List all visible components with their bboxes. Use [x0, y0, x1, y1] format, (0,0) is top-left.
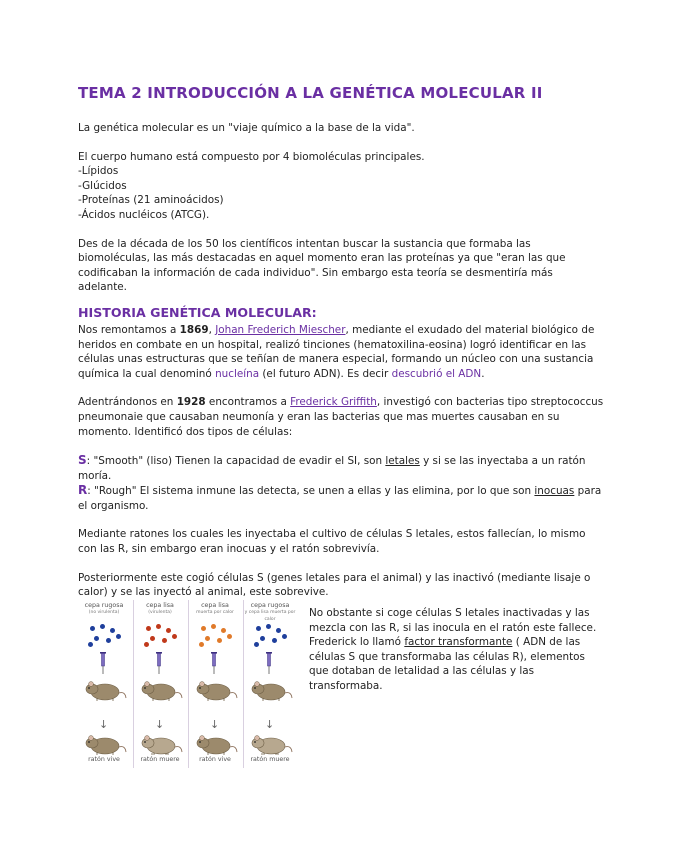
bacterium-dot	[266, 624, 271, 629]
syringe-icon	[156, 652, 162, 674]
griffith-name: Frederick Griffith	[290, 396, 377, 409]
strain-label	[189, 602, 241, 616]
strain-description: (no virulenta)	[88, 610, 120, 615]
bacterium-dot	[227, 634, 232, 639]
down-arrow-icon: ↓	[265, 718, 275, 731]
bacterium-dot	[88, 642, 93, 647]
miescher-name: Johan Frederich Miescher	[215, 323, 346, 336]
discovered-dna: descubrió el ADN	[391, 367, 482, 380]
mice-paragraph: Mediante ratones los cuales les inyectaba el cultivo de células S letales, estos fallecían, lo mismo con las R, sin embargo eran inocuas y el ratón sobrevivía.	[78, 528, 586, 556]
bacterium-dot	[211, 624, 216, 629]
factor-transformante: factor transformante	[404, 636, 513, 649]
dead-mouse	[139, 732, 183, 756]
bacteria-cluster	[86, 624, 122, 646]
strain-name: cepa lisa	[146, 602, 174, 609]
bacterium-dot	[150, 636, 155, 641]
bacterium-dot	[221, 628, 226, 633]
cell-s-paragraph: S: "Smooth" (liso) Tienen la capacidad de evadir el SI, son letales y si se las inyectaba a un ratón moría.	[78, 453, 586, 482]
outcome-label: ratón vive	[199, 756, 231, 763]
outcome-label: ratón muere	[250, 756, 290, 763]
bacteria-cluster	[197, 624, 233, 646]
figure-column	[78, 600, 130, 768]
bacterium-dot	[116, 634, 121, 639]
biomolecule-item: -Lípidos	[78, 165, 119, 178]
dead-mouse	[249, 732, 293, 756]
figure-side-paragraph: No obstante si coge células S letales inactivadas y las mezcla con las R, si las inocula en el ratón este fallece. Frederick lo llamó factor transformante ( ADN de las células S que transformaba las células R), elementos que dotaban de letalidad a las células y las transformaba.	[309, 607, 597, 692]
miescher-paragraph: Nos remontamos a 1869, Johan Frederich Miescher, mediante el exudado del material biológico de heridos en combate en un hospital, realizó tinciones (hematoxilina-eosina) logró identificar en las células unas estructuras que se teñían de manera especial, formando un núcleo con una sustancia química la cual denominó nucleína (el futuro ADN). Es decir descubrió el ADN.	[78, 323, 595, 380]
strain-name: cepa lisa	[201, 602, 229, 609]
bacterium-dot	[199, 642, 204, 647]
figure-column	[133, 600, 186, 768]
down-arrow-icon: ↓	[210, 718, 220, 731]
bacteria-cluster	[142, 624, 178, 646]
lethal-term: letales	[385, 455, 420, 468]
injected-mouse	[83, 678, 127, 702]
down-arrow-icon: ↓	[99, 718, 109, 731]
year-1928: 1928	[176, 396, 206, 409]
intro-paragraph: La genética molecular es un "viaje químico a la base de la vida".	[78, 122, 415, 134]
history-heading: HISTORIA GENÉTICA MOLECULAR:	[78, 304, 317, 320]
bacterium-dot	[106, 638, 111, 643]
strain-description: (virulenta)	[148, 610, 172, 615]
bacterium-dot	[162, 638, 167, 643]
bacterium-dot	[172, 634, 177, 639]
injected-mouse	[249, 678, 293, 702]
biomolecule-item: -Ácidos nucléicos (ATCG).	[78, 208, 210, 221]
innocuous-term: inocuas	[534, 485, 575, 498]
strain-description: muerta por calor	[196, 610, 234, 615]
syringe-icon	[266, 652, 272, 674]
figure-column	[243, 600, 296, 768]
nucleina-term: nucleína	[215, 367, 260, 380]
griffith-experiment-figure	[78, 600, 298, 770]
page-title: TEMA 2 INTRODUCCIÓN A LA GENÉTICA MOLECULAR II	[78, 84, 543, 102]
strain-label	[134, 602, 186, 616]
living-mouse	[83, 732, 127, 756]
cell-r-letter: R	[78, 483, 88, 498]
document-page	[78, 84, 604, 600]
strain-name: cepa rugosa	[84, 602, 124, 609]
bacterium-dot	[144, 642, 149, 647]
living-mouse	[194, 732, 238, 756]
griffith-paragraph: Adentrándonos en 1928 encontramos a Frederick Griffith, investigó con bacterias tipo streptococcus pneumonaie que causaban neumonía y eran las bacterias que mas muertes causaban en su momento. Identificó dos tipos de células:	[78, 396, 604, 438]
syringe-icon	[211, 652, 217, 674]
strain-label	[78, 602, 130, 616]
bacterium-dot	[110, 628, 115, 633]
bacterium-dot	[276, 628, 281, 633]
bacterium-dot	[201, 626, 206, 631]
injected-mouse	[194, 678, 238, 702]
bacterium-dot	[94, 636, 99, 641]
cell-s-letter: S	[78, 453, 87, 468]
bacterium-dot	[260, 636, 265, 641]
outcome-label: ratón vive	[88, 756, 120, 763]
bacterium-dot	[166, 628, 171, 633]
bacterium-dot	[282, 634, 287, 639]
syringe-icon	[100, 652, 106, 674]
year-1869: 1869	[179, 323, 209, 336]
bacterium-dot	[272, 638, 277, 643]
figure-row	[78, 600, 604, 770]
bacterium-dot	[254, 642, 259, 647]
bacterium-dot	[100, 624, 105, 629]
cell-r-paragraph: R: "Rough" El sistema inmune las detecta, se unen a ellas y las elimina, por lo que son inocuas para el organismo.	[78, 483, 602, 512]
injected-mouse	[139, 678, 183, 702]
bacterium-dot	[217, 638, 222, 643]
later-paragraph: Posteriormente este cogió células S (genes letales para el animal) y las inactivó (mediante lisaje o calor) y se las inyectó al animal, este sobrevive.	[78, 571, 591, 599]
bacterium-dot	[205, 636, 210, 641]
decade-paragraph: Des de la década de los 50 los científicos intentan buscar la sustancia que formaba las biomoléculas, las más destacadas en aquel momento eran las proteínas ya que "eran las que codificaban la información de cada individuo". Sin embargo esta teoría se desmentiría más adelante.	[78, 237, 566, 294]
biomolecule-item: -Proteínas (21 aminoácidos)	[78, 194, 224, 207]
bacterium-dot	[90, 626, 95, 631]
bacterium-dot	[146, 626, 151, 631]
down-arrow-icon: ↓	[155, 718, 165, 731]
bacteria-cluster	[252, 624, 288, 646]
figure-column	[188, 600, 241, 768]
bacterium-dot	[256, 626, 261, 631]
bacterium-dot	[156, 624, 161, 629]
biomolecules-lead: El cuerpo humano está compuesto por 4 biomoléculas principales.	[78, 150, 425, 163]
strain-name: cepa rugosa	[250, 602, 290, 609]
strain-label	[244, 602, 296, 623]
outcome-label: ratón muere	[140, 756, 180, 763]
biomolecule-item: -Glúcidos	[78, 179, 127, 192]
strain-description: y cepa lisa muerta por calor	[244, 610, 296, 622]
